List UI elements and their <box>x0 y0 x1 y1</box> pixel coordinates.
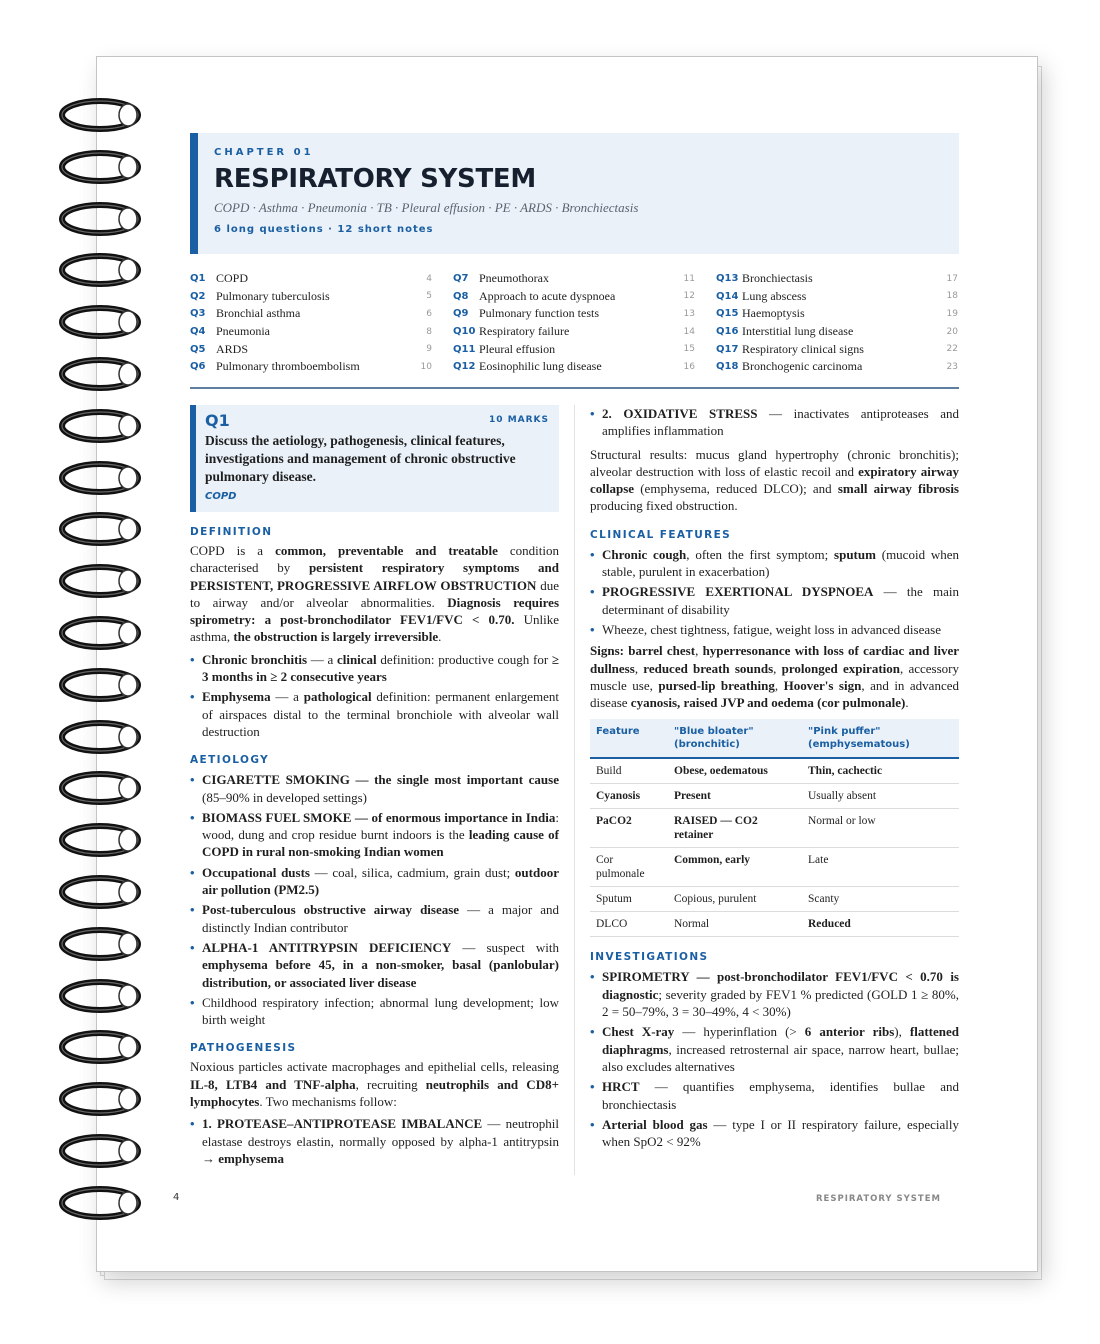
bold-text: prolonged expiration <box>781 660 901 676</box>
bold-text: hyperresonance with loss of cardiac and liver dullness <box>590 643 959 676</box>
toc-title: ARDS <box>216 341 249 356</box>
text-run: Wheeze, chest tightness, fatigue, weight loss in advanced disease <box>602 621 941 637</box>
table-cell: Late <box>802 848 959 887</box>
bold-text: Occupational dusts <box>202 864 310 880</box>
list-item <box>590 583 959 618</box>
bold-text: sputum <box>834 546 876 562</box>
bold-text: pursed-lip breathing <box>658 677 775 693</box>
bold-text: Signs: barrel chest <box>590 643 696 659</box>
list-item <box>190 939 559 991</box>
bold-text: flattened diaphragms <box>602 1024 960 1057</box>
table-header-cell: "Blue bloater" (bronchitic) <box>668 719 802 758</box>
text-run: , increased retrosternal air space, narrow heart, bullae; also excludes alternatives <box>602 1041 959 1074</box>
bold-text: small airway fibrosis <box>837 481 959 497</box>
table-cell: Cyanosis <box>590 784 668 809</box>
section-heading-clinical: CLINICAL FEATURES <box>590 528 732 541</box>
bold-text: HRCT <box>602 1079 640 1095</box>
table-cell: Cor pulmonale <box>590 848 668 887</box>
table-row <box>590 784 959 809</box>
table-row <box>590 809 959 848</box>
toc-entry[interactable] <box>190 305 432 323</box>
page-number: 4 <box>173 1192 180 1203</box>
binding-ring <box>58 1184 142 1222</box>
toc-title: Pleural effusion <box>479 341 556 356</box>
text-run: . <box>905 695 909 711</box>
section-heading-investigations: INVESTIGATIONS <box>590 951 709 964</box>
list-item <box>190 994 559 1029</box>
pathogenesis-paragraph <box>190 1058 559 1110</box>
toc-number: Q16 <box>716 326 739 338</box>
text-run: — coal, silica, cadmium, grain dust; <box>309 864 515 880</box>
table-header-row <box>590 719 959 758</box>
toc-entry[interactable] <box>453 358 695 376</box>
table-cell: DLCO <box>590 912 668 937</box>
bold-text: pathological <box>303 689 372 705</box>
toc-page-number: 14 <box>683 326 695 337</box>
toc-entry[interactable] <box>716 270 958 288</box>
toc-entry[interactable] <box>453 305 695 323</box>
toc-title: Pneumonia <box>216 324 270 339</box>
toc-entry[interactable] <box>190 288 432 306</box>
toc-title: Bronchogenic carcinoma <box>742 359 863 374</box>
toc-entry[interactable] <box>190 340 432 358</box>
column-divider <box>574 405 575 1175</box>
toc-number: Q11 <box>453 343 476 355</box>
toc-entry[interactable] <box>190 323 432 341</box>
text-run: ), <box>894 1024 910 1040</box>
text-run: , recruiting <box>355 1076 426 1092</box>
toc-title: Approach to acute dyspnoea <box>479 288 616 303</box>
question-text: Discuss the aetiology, pathogenesis, clinical features, investigations and management of chronic obstructive pulmonary disease. <box>205 433 516 484</box>
toc-number: Q12 <box>453 361 476 373</box>
toc-entry[interactable] <box>190 270 432 288</box>
bold-text: Chest X-ray <box>602 1024 675 1040</box>
text-run: Unlike asthma, <box>190 612 559 645</box>
section-heading-definition: DEFINITION <box>190 526 273 538</box>
list-item <box>590 1023 959 1075</box>
question-tag: COPD <box>205 491 237 502</box>
text-run: . Two mechanisms follow: <box>259 1094 397 1110</box>
toc-title: Pulmonary function tests <box>479 306 599 321</box>
toc-title: Eosinophilic lung disease <box>479 359 602 374</box>
text-run: : wood, dung and crop residue burnt indoors is the <box>202 809 559 843</box>
table-cell: Sputum <box>590 887 668 912</box>
text-run: producing fixed obstruction. <box>590 498 738 514</box>
text-run: (mucoid when stable, purulent in exacerbation) <box>602 546 960 580</box>
toc-page-number: 19 <box>946 308 958 319</box>
table-cell: Build <box>590 758 668 784</box>
list-item <box>190 809 559 861</box>
toc-title: Interstitial lung disease <box>742 324 854 339</box>
text-run: Noxious particles activate macrophages and epithelial cells, releasing <box>190 1059 559 1075</box>
text-run: due to airway and/or alveolar abnormalities. <box>190 577 559 610</box>
clinical-signs-paragraph <box>590 642 959 711</box>
text-run: — neutrophil elastase destroys elastin, normally opposed by alpha-1 antitrypsin → <box>202 1116 560 1166</box>
text-run: , <box>634 660 644 676</box>
bold-text: persistent respiratory symptoms and PERSISTENT, PROGRESSIVE AIRFLOW OBSTRUCTION <box>190 560 560 593</box>
bold-text: expiratory airway collapse <box>590 463 959 497</box>
text-run: — inactivates antiproteases and amplifies inflammation <box>602 406 959 439</box>
bold-text: Chronic bronchitis <box>202 651 308 667</box>
toc-page-number: 4 <box>426 273 432 284</box>
pathogenesis-cont-bullet-list <box>590 405 959 440</box>
binding-ring <box>58 925 142 963</box>
list-item <box>590 1116 959 1151</box>
text-run: definition: permanent enlargement of airspaces distal to the terminal bronchiole with alveolar wall destruction <box>202 689 559 739</box>
bold-text: neutrophils and CD8+ lymphocytes <box>190 1076 559 1110</box>
toc-page-number: 15 <box>683 344 695 355</box>
text-run: — a <box>307 651 337 667</box>
table-cell: Copious, purulent <box>668 887 802 912</box>
toc-title: Haemoptysis <box>742 306 805 321</box>
list-item <box>190 651 559 686</box>
toc-entry[interactable] <box>716 288 958 306</box>
bold-text: BIOMASS FUEL SMOKE — of enormous importance in India <box>202 809 556 825</box>
list-item <box>190 771 559 806</box>
text-run: — a <box>270 689 304 705</box>
binding-ring <box>58 769 142 807</box>
binding-ring <box>58 200 142 238</box>
table-cell: Thin, cachectic <box>802 758 959 784</box>
binding-ring <box>58 459 142 497</box>
text-run: Structural results: mucus gland hypertrophy (chronic bronchitis); alveolar destruction with loss of elastic recoil and <box>590 446 959 479</box>
text-run: — type I or II respiratory failure, especially when SpO2 < 92% <box>602 1116 959 1150</box>
binding-ring <box>58 355 142 393</box>
investigations-bullet-list <box>590 968 959 1150</box>
chapter-counts: 6 long questions · 12 short notes <box>214 224 434 235</box>
table-of-contents <box>190 270 959 384</box>
toc-column <box>190 270 432 376</box>
binding-ring <box>58 666 142 704</box>
list-item <box>190 1115 559 1167</box>
toc-number: Q10 <box>453 326 476 338</box>
toc-page-number: 10 <box>420 361 432 372</box>
table-cell: Obese, oedematous <box>668 758 802 784</box>
aetiology-bullet-list <box>190 771 559 1028</box>
table-body <box>590 758 959 937</box>
chapter-topics: COPD · Asthma · Pneumonia · TB · Pleural effusion · PE · ARDS · Bronchiectasis <box>214 200 639 215</box>
table-cell: Common, early <box>668 848 802 887</box>
binding-ring <box>58 1080 142 1118</box>
text-run: , and in advanced disease <box>590 677 959 711</box>
list-item <box>590 546 959 581</box>
binding-ring <box>58 873 142 911</box>
list-item <box>190 688 559 740</box>
toc-page-number: 8 <box>426 326 432 337</box>
table-row <box>590 912 959 937</box>
chapter-title: RESPIRATORY SYSTEM <box>214 164 536 194</box>
text-run: — quantifies emphysema, identifies bullae and bronchiectasis <box>602 1079 959 1112</box>
toc-page-number: 20 <box>946 326 958 337</box>
toc-column <box>453 270 695 376</box>
text-run: , <box>774 677 784 693</box>
text-run: — hyperinflation (> <box>674 1024 805 1040</box>
table-row <box>590 887 959 912</box>
text-run: — the main determinant of disability <box>602 584 959 617</box>
table-header-cell: "Pink puffer" (emphysematous) <box>802 719 959 758</box>
text-run: definition: productive cough for <box>376 651 552 667</box>
toc-page-number: 5 <box>426 291 432 302</box>
bold-text: PROGRESSIVE EXERTIONAL DYSPNOEA <box>602 584 874 600</box>
toc-entry[interactable] <box>453 270 695 288</box>
toc-page-number: 16 <box>683 361 695 372</box>
toc-entry[interactable] <box>716 340 958 358</box>
toc-page-number: 13 <box>683 308 695 319</box>
toc-page-number: 11 <box>683 273 695 284</box>
bold-text: IL-8, LTB4 and TNF-alpha <box>190 1076 356 1092</box>
right-column <box>590 405 959 1153</box>
binding-ring <box>58 510 142 548</box>
list-item <box>590 968 959 1020</box>
table-header-cell: Feature <box>590 719 668 758</box>
toc-entry[interactable] <box>190 358 432 376</box>
toc-column <box>716 270 958 376</box>
binding-ring <box>58 251 142 289</box>
running-footer-title: RESPIRATORY SYSTEM <box>815 1194 941 1204</box>
list-item <box>590 621 959 638</box>
bold-text: outdoor air pollution (PM2.5) <box>202 864 559 898</box>
toc-title: Pulmonary tuberculosis <box>216 288 330 303</box>
toc-number: Q2 <box>190 290 206 302</box>
text-run: (emphysema, reduced DLCO); and <box>634 481 838 497</box>
bold-text: SPIROMETRY — post-bronchodilator FEV1/FVC < 0.70 is diagnostic <box>602 969 959 1002</box>
section-heading-aetiology: AETIOLOGY <box>190 754 270 767</box>
binding-ring <box>58 718 142 756</box>
text-run: . <box>438 629 442 645</box>
toc-entry[interactable] <box>716 358 958 376</box>
table-cell: Present <box>668 784 802 809</box>
bold-text: Diagnosis requires spirometry: a post-bronchodilator FEV1/FVC < 0.70. <box>190 594 560 628</box>
table-cell: RAISED — CO2 retainer <box>668 809 802 848</box>
text-run: (85–90% in developed settings) <box>202 789 367 805</box>
question-number: Q1 <box>205 411 230 430</box>
toc-divider-rule <box>190 387 959 389</box>
toc-page-number: 12 <box>683 291 695 302</box>
table-cell: Normal or low <box>802 809 959 848</box>
toc-page-number: 6 <box>426 308 432 319</box>
toc-title: Lung abscess <box>742 288 807 303</box>
toc-entry[interactable] <box>716 305 958 323</box>
bold-text: Arterial blood gas <box>602 1116 708 1132</box>
toc-entry[interactable] <box>453 340 695 358</box>
bold-text: common, preventable and treatable <box>275 543 498 558</box>
binding-ring <box>58 614 142 652</box>
left-column <box>190 405 559 1170</box>
definition-paragraph <box>190 542 559 646</box>
toc-number: Q17 <box>716 343 739 355</box>
toc-number: Q8 <box>453 290 469 302</box>
toc-number: Q7 <box>453 273 469 285</box>
text-run: COPD is a <box>190 543 276 558</box>
toc-title: Bronchial asthma <box>216 306 301 321</box>
toc-title: Respiratory failure <box>479 324 570 339</box>
bold-text: 6 anterior ribs <box>804 1024 895 1040</box>
text-run: , <box>773 660 782 676</box>
table-cell: Reduced <box>802 912 959 937</box>
table-cell: PaCO2 <box>590 809 668 848</box>
binding-ring <box>58 96 142 134</box>
bold-text: leading cause of COPD in rural non-smoking Indian women <box>202 827 559 860</box>
toc-number: Q18 <box>716 361 739 373</box>
list-item <box>190 901 559 936</box>
text-run: — suspect with <box>451 939 559 955</box>
toc-title: Pneumothorax <box>479 271 549 286</box>
toc-number: Q4 <box>190 326 206 338</box>
toc-number: Q13 <box>716 273 739 285</box>
toc-page-number: 17 <box>946 273 958 284</box>
chapter-header <box>190 133 959 254</box>
toc-page-number: 18 <box>946 291 958 302</box>
toc-title: COPD <box>216 271 249 286</box>
toc-page-number: 9 <box>426 344 432 355</box>
bold-text: Emphysema <box>202 689 271 705</box>
binding-ring <box>58 303 142 341</box>
bold-text: ALPHA-1 ANTITRYPSIN DEFICIENCY <box>202 939 452 955</box>
table-row <box>590 758 959 784</box>
list-item <box>590 405 959 440</box>
toc-page-number: 22 <box>946 344 958 355</box>
binding-ring <box>58 977 142 1015</box>
clinical-bullet-list <box>590 546 959 638</box>
bold-text: ≥ 3 months in ≥ 2 consecutive years <box>202 651 559 685</box>
toc-entry[interactable] <box>453 288 695 306</box>
list-item <box>190 864 559 899</box>
question-marks: 10 MARKS <box>489 415 549 425</box>
toc-number: Q6 <box>190 361 206 373</box>
text-run: — a major and distinctly Indian contributor <box>202 902 559 935</box>
bold-text: the obstruction is largely irreversible <box>233 629 439 645</box>
text-run: Childhood respiratory infection; abnormal lung development; low birth weight <box>202 994 559 1028</box>
list-item <box>590 1078 959 1113</box>
question-box <box>190 405 559 512</box>
toc-number: Q9 <box>453 308 469 320</box>
table-cell: Usually absent <box>802 784 959 809</box>
structural-results-paragraph <box>590 446 959 515</box>
text-run: , often the first symptom; <box>686 546 835 562</box>
chapter-label: CHAPTER 01 <box>214 147 314 158</box>
bold-text: emphysema before 45, in a non-smoker, basal (panlobular) distribution, or associated liver disease <box>202 957 559 990</box>
text-run: condition characterised by <box>190 543 560 576</box>
bold-text: cyanosis, raised JVP and oedema (cor pulmonale) <box>630 695 906 711</box>
binding-ring <box>58 407 142 445</box>
toc-title: Bronchiectasis <box>742 271 813 286</box>
toc-entry[interactable] <box>716 323 958 341</box>
bold-text: Chronic cough <box>602 546 687 562</box>
bold-text: clinical <box>336 651 377 667</box>
table-cell: Normal <box>668 912 802 937</box>
binding-ring <box>58 562 142 600</box>
toc-entry[interactable] <box>453 323 695 341</box>
binding-ring <box>58 821 142 859</box>
binding-ring <box>58 1132 142 1170</box>
bold-text: 1. PROTEASE–ANTIPROTEASE IMBALANCE <box>202 1116 483 1132</box>
bold-text: 2. OXIDATIVE STRESS <box>602 406 758 421</box>
bloater-puffer-table <box>590 719 959 937</box>
toc-number: Q3 <box>190 308 206 320</box>
text-run: ; severity graded by FEV1 % predicted (GOLD 1 ≥ 80%, 2 = 50–79%, 3 = 30–49%, 4 < 30%) <box>602 986 959 1020</box>
definition-bullet-list <box>190 651 559 740</box>
toc-title: Respiratory clinical signs <box>742 341 864 356</box>
bold-text: Hoover's sign <box>783 677 862 693</box>
binding-ring <box>58 1028 142 1066</box>
toc-title: Pulmonary thromboembolism <box>216 359 360 374</box>
pathogenesis-bullet-list <box>190 1115 559 1167</box>
table-row <box>590 848 959 887</box>
toc-number: Q5 <box>190 343 206 355</box>
bold-text: emphysema <box>218 1150 284 1166</box>
table-cell: Scanty <box>802 887 959 912</box>
toc-number: Q15 <box>716 308 739 320</box>
toc-number: Q14 <box>716 290 739 302</box>
text-run: , accessory muscle use, <box>590 660 960 693</box>
bold-text: Post-tuberculous obstructive airway disease <box>202 902 460 918</box>
text-run: , <box>695 643 703 659</box>
toc-number: Q1 <box>190 273 206 285</box>
binding-ring <box>58 148 142 186</box>
toc-page-number: 23 <box>946 361 958 372</box>
bold-text: CIGARETTE SMOKING — the single most important cause <box>202 772 559 788</box>
section-heading-pathogenesis: PATHOGENESIS <box>190 1042 297 1055</box>
spiral-binding <box>58 96 148 1236</box>
bold-text: reduced breath sounds <box>643 660 774 676</box>
